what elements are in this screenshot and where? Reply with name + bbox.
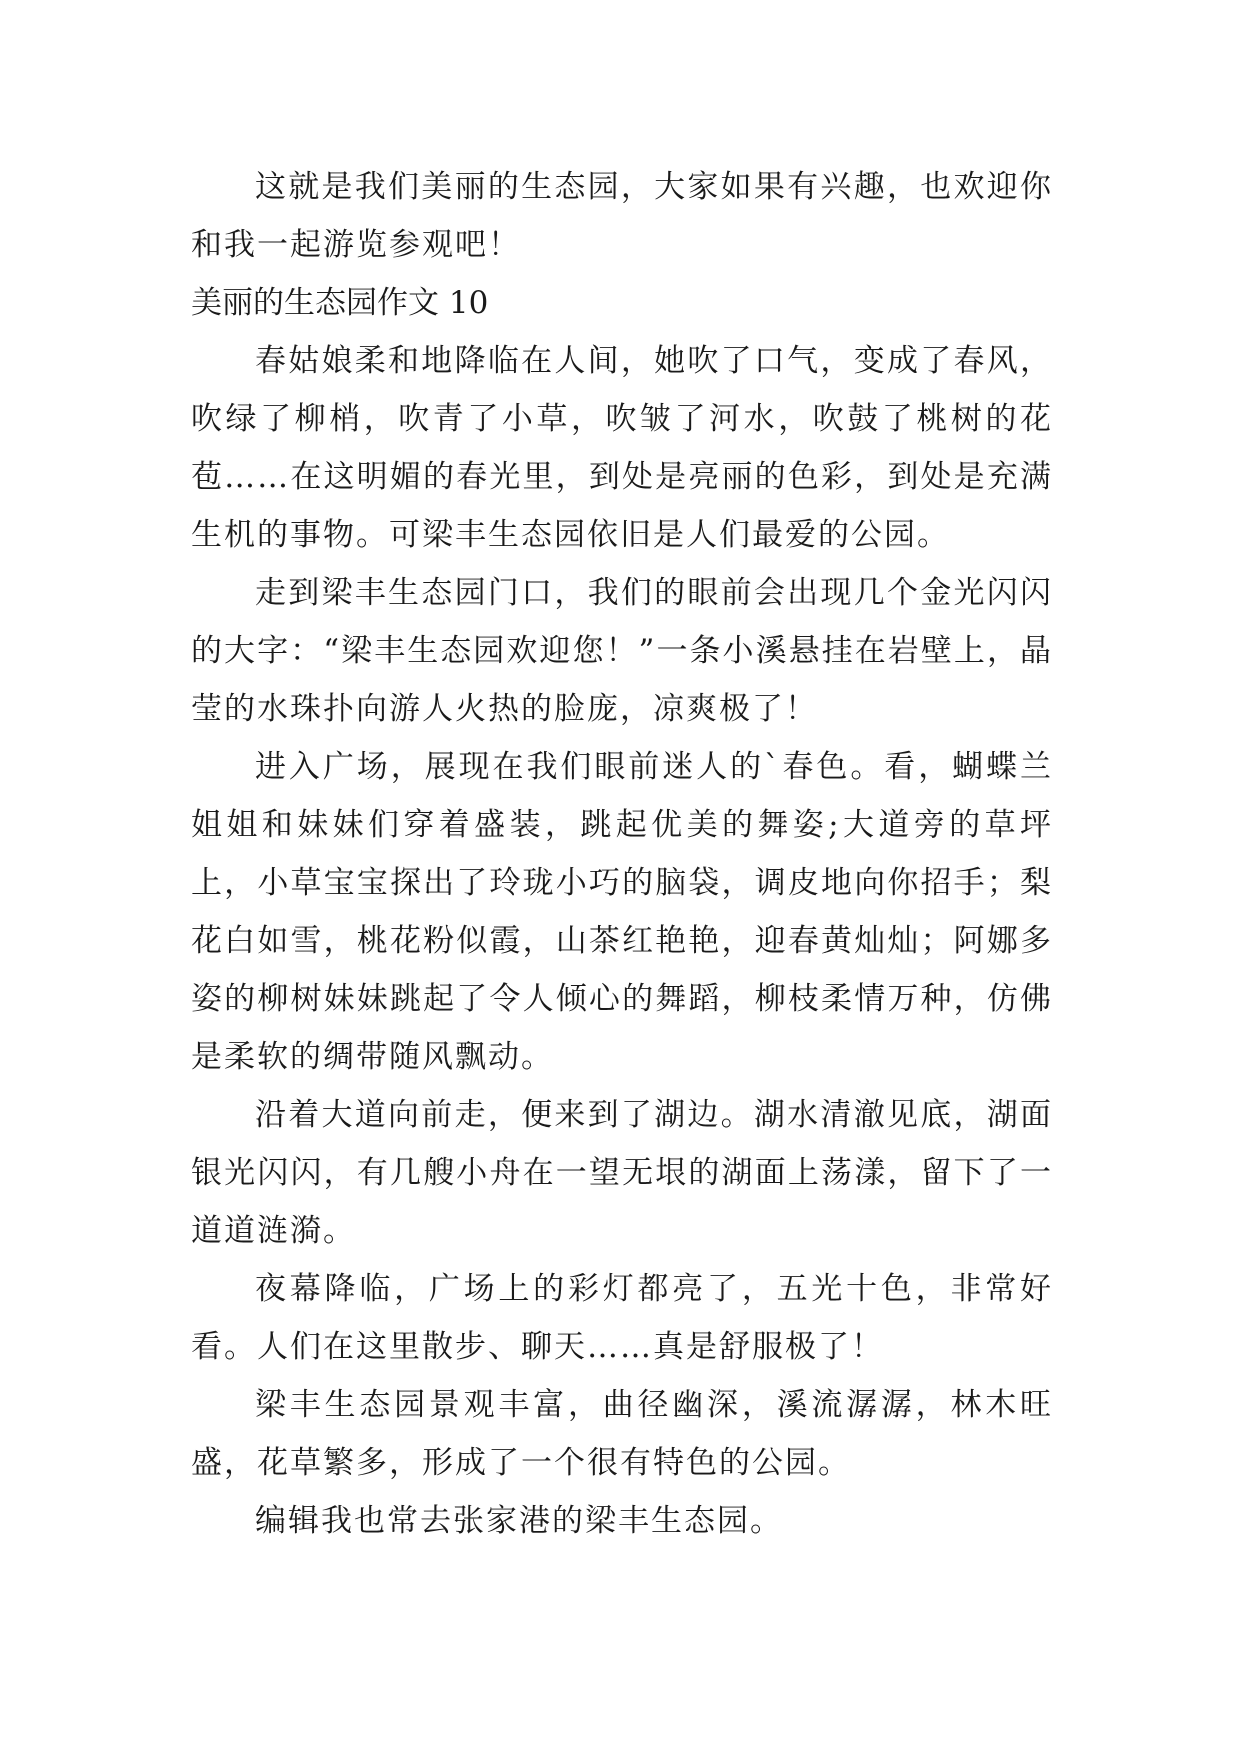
paragraph-night: 夜幕降临，广场上的彩灯都亮了，五光十色，非常好看。人们在这里散步、聊天……真是舒服极了！ <box>191 1271 1053 1365</box>
paragraph-park-entrance: 走到梁丰生态园门口，我们的眼前会出现几个金光闪闪的大字：“梁丰生态园欢迎您！”一条小溪悬挂在岩壁上，晶莹的水珠扑向游人火热的脸庞，凉爽极了！ <box>191 575 1053 727</box>
paragraph-spring-arrival: 春姑娘柔和地降临在人间，她吹了口气，变成了春风，吹绿了柳梢，吹青了小草，吹皱了河水，吹鼓了桃树的花苞……在这明媚的春光里，到处是亮丽的色彩，到处是充满生机的事物。可梁丰生态园依旧是人们最爱的公园。 <box>191 343 1053 553</box>
document-body <box>191 158 1053 1550</box>
paragraph-lakeside: 沿着大道向前走，便来到了湖边。湖水清澈见底，湖面银光闪闪，有几艘小舟在一望无垠的湖面上荡漾，留下了一道道涟漪。 <box>191 1097 1053 1249</box>
paragraph-summary: 梁丰生态园景观丰富，曲径幽深，溪流潺潺，林木旺盛，花草繁多，形成了一个很有特色的公园。 <box>191 1387 1053 1481</box>
paragraph-editor-note: 编辑我也常去张家港的梁丰生态园。 <box>255 1503 783 1539</box>
essay-title: 美丽的生态园作文 10 <box>191 285 489 321</box>
closing-paragraph: 这就是我们美丽的生态园，大家如果有兴趣，也欢迎你和我一起游览参观吧！ <box>191 169 1053 263</box>
paragraph-square-scenery: 进入广场，展现在我们眼前迷人的`春色。看，蝴蝶兰姐姐和妹妹们穿着盛装，跳起优美的舞姿;大道旁的草坪上，小草宝宝探出了玲珑小巧的脑袋，调皮地向你招手；梨花白如雪，桃花粉似霞，山茶红艳艳，迎春黄灿灿；阿娜多姿的柳树妹妹跳起了令人倾心的舞蹈，柳枝柔情万种，仿佛是柔软的绸带随风飘动。 <box>191 749 1053 1075</box>
